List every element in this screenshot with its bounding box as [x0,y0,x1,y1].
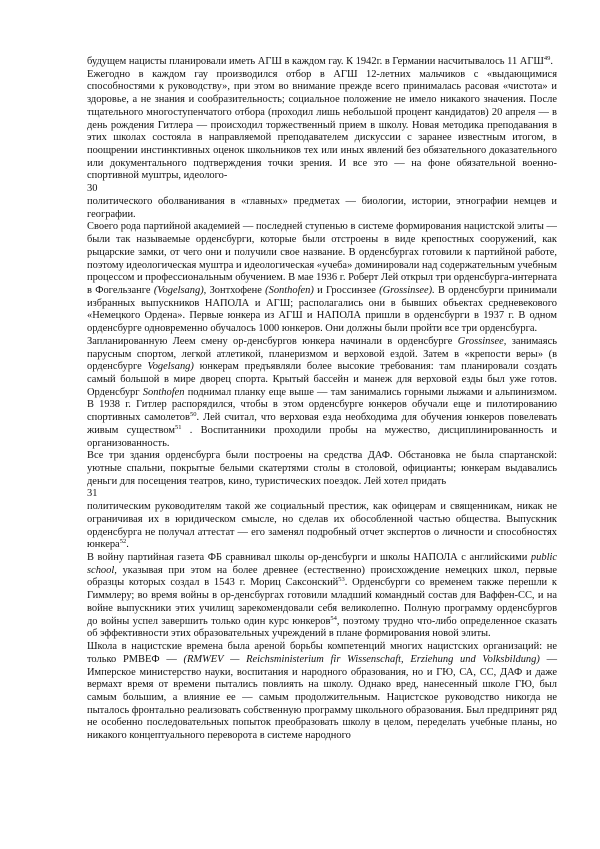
paragraph-training: Запланированную Леем смену ор-денсбургов юнкера начинали в орденсбурге Grossinsee, занимаясь парусным спортом, легкой атлетикой, планеризмом и верховой ездой. Затем в «крепости веры» (в орденсбурге Vogelsang) юнкерам предъявляли более высокие требования: там планировали создать самый большой в мире дворец спорта. Крытый бассейн и манеж для верховой езды был уже готов. Орденсбург Sonthofen поднимал планку еще выше — там занимались горными лыжами и альпинизмом. В 1938 г. Гитлер распорядился, чтобы в этом орденсбурге юнкеров обучали еще и пилотированию спортивных самолетов$^{50}$. Лей считал, что верховая езда необходима для обучения юнкеров повелевать живым существом$^{51}$ . Воспитанники проходили пробы на мужество, дисциплинированность и организованность. [87,335,558,449]
footnote-ref[interactable]: 51 [174,423,182,431]
paragraph-ordensburgs: Своего рода партийной академией — последней ступенью в системе формирования нацистской элиты — были так называемые орденсбурги, которые были отстроены в виде крепостных сооружений, как рыцарские замки, от чего они и получили свое название. В орденсбургах готовили к партийной работе, поэтому идеологическая муштра и идеологическая «учеба» доминировали над содержательным учебным процессом и профессиональным обучением. В мае 1936 г. Роберт Лей открыл три орденсбурга-интерната в Фогельзанге (Vogelsang), Зонтхофене (Sonthofen) и Гроссинзее (Grossinsee). В орденсбурги принимали избранных выпускников НАПОЛА и АГШ; располагались они в бывших объектах средневекового «Немецкого Ордена». Первые юнкера из АГШ и НАПОЛА пришли в орденсбурги в 1937 г. В одном орденсбурге одновременно обучалось 1000 юнкеров. Они должны были пройти все три орденсбурга. [87,221,557,335]
footnote-ref[interactable]: 50 [189,411,197,419]
footnote-ref[interactable]: 53 [338,576,345,584]
paragraph-political: политического оболванивания в «главных» предметах — биологии, истории, этнографии немцев и географии. [87,195,557,220]
paragraph-wartime: В войну партийная газета ФБ сравнивал школы ор-денсбурги и школы НАПОЛА с английскими public school, указывая при этом на более древнее (естественно) происхождение немецких школ, первые образцы которых создал в 1543 г. Мориц Саксонский$^{53}$. Орденсбурги со временем также перешли к Гиммлеру; во время войны в ор-денсбургах готовили младший командный состав для Ваффен-СС, и на войне выпускники этих училищ зарекомендовали себя великолепно. Полную программу орденсбургов до войны успел завершить только один курс юнкеров$^{54}$, поэтому трудно что-либо определенное сказать об эффективности этих образовательных учреждений в плане формирования новой элиты. [87,552,557,640]
paragraph-prestige: политическим руководителям такой же социальный престиж, как офицерам и священникам, никак не ограничивая их в юридическом смысле, но сделав их обособленной частью общества. Выпускник орденсбурга не получал аттестат — его заменял подробный отчет экспертов о личности и способностях юнкера$^{52}$. [87,501,557,551]
page-number: 31 [87,488,98,500]
page-number: 30 [87,183,98,195]
footnote-ref[interactable]: 54 [330,614,337,622]
paragraph-agsh-count: будущем нацисты планировали иметь АГШ в каждом гау. К 1942г. в Германии насчитывалось 11 АГШ$^{49}$. [87,55,554,67]
document-page [87,56,557,743]
paragraph-daf-funding: Все три здания орденсбурга были построены на средства ДАФ. Обстановка не была спартанской: уютные спальни, покрытые белыми скатертями столы в столовой, официанты; юнкерам выдавались деньги для посещения театров, кино, туристических поездок. Лей хотел придать [87,450,557,487]
footnote-ref[interactable]: 49 [543,55,551,62]
footnote-ref[interactable]: 52 [119,538,127,546]
paragraph-selection: Ежегодно в каждом гау производился отбор в АГШ 12-летних мальчиков с «выдающимися способностями к руководству», при этом во внимание прежде всего принималась расовая «чистота» и здоровье, а не знания и сообразительность; социальное положение не имело никакого значения. После тщательного многоступенчатого отбора (проходил лишь небольшой процент кандидатов) 20 апреля — в день рождения Гитлера — происходил торжественный прием в школу. Новая методика преподавания в этих школах состояла в направляемой преподавателем дискуссии с заранее известным итогом, в поощрении инстинктивных оценок школьников тех или иных явлений без обязательного доказательного или документального подтверждения точки зрения. И все это — на фоне обязательной военно-спортивной муштры, идеолого- [87,68,557,182]
paragraph-school-struggle: Школа в нацистские времена была ареной борьбы компетенций многих нацистских организаций: не только РМВЕФ — (RMWEV — Reichsministerium fir Wissenschaft, Erziehung und Volksbildung) — Имперское министерство науки, воспитания и народного образования, но и ГЮ, СА, СС, ДАФ и даже вермахт время от времени пытались повлиять на школу. Однако вред, нанесенный школе ГЮ, был самым большим, а влияние ее — самым продолжительным. Нацистское руководство никогда не пыталось фронтально реализовать собственную программу школьного образования. Был предпринят ряд не особенно последовательных попыток преобразовать школу в целом, переделать учебные планы, но никакого концептуального переворота в системе народного [87,641,557,742]
